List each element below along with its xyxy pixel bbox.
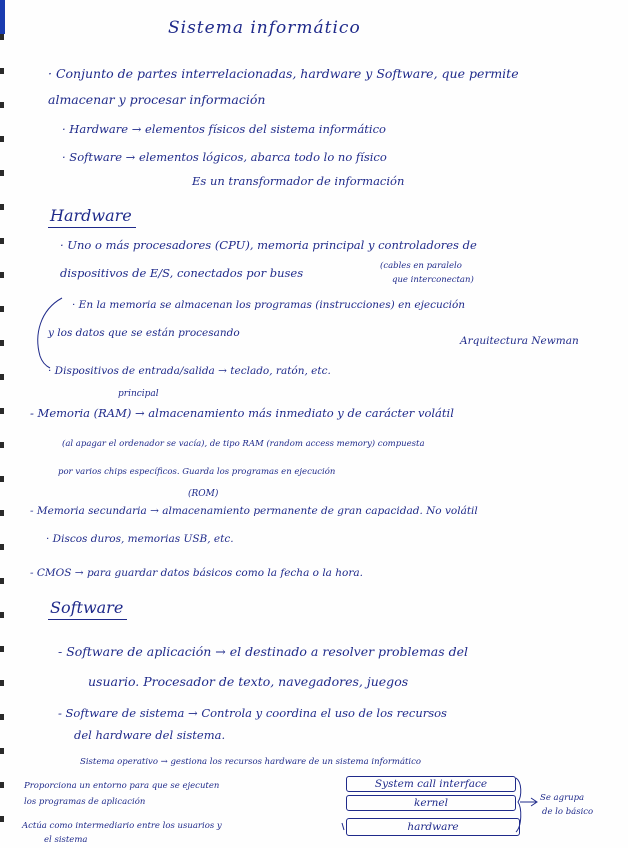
architecture-note: Arquitectura Newman <box>460 335 579 347</box>
intro-line-3: · Hardware → elementos físicos del sistema informático <box>62 122 386 136</box>
hardware-heading: Hardware <box>50 206 132 225</box>
buses-note-2: que interconectan) <box>392 275 474 285</box>
intro-line-4: · Software → elementos lógicos, abarca todo lo no físico <box>62 150 387 164</box>
software-app-line-2: usuario. Procesador de texto, navegadores, juegos <box>88 674 409 689</box>
os-left-note-1: Proporciona un entorno para que se ejecuten <box>24 781 220 791</box>
hardware-line-2: dispositivos de E/S, conectados por buses <box>60 266 304 280</box>
group-note-1: Se agrupa <box>540 793 585 803</box>
rom-sup: (ROM) <box>188 489 219 499</box>
stack-layer-syscall: System call interface <box>346 776 516 792</box>
software-heading: Software <box>50 598 124 617</box>
intro-line-1: · Conjunto de partes interrelacionadas, hardware y Software, que permite <box>48 66 519 81</box>
os-line: Sistema operativo → gestiona los recursos hardware de un sistema informático <box>80 757 422 767</box>
stack-layer-kernel: kernel <box>346 795 516 811</box>
intro-line-5: Es un transformador de información <box>192 174 405 188</box>
hardware-line-1: · Uno o más procesadores (CPU), memoria principal y controladores de <box>60 238 477 252</box>
hardware-line-4: y los datos que se están procesando <box>48 327 240 339</box>
secondary-line-1: - Memoria secundaria → almacenamiento permanente de gran capacidad. No volátil <box>30 505 478 517</box>
software-sys-line-2: del hardware del sistema. <box>74 728 226 742</box>
os-left-note-4: el sistema <box>44 835 88 845</box>
os-left-note-3: Actúa como intermediario entre los usuarios y <box>22 821 222 831</box>
hardware-line-3: · En la memoria se almacenan los programas (instrucciones) en ejecución <box>72 299 466 311</box>
software-sys-line-1: - Software de sistema → Controla y coordina el uso de los recursos <box>58 706 447 720</box>
secondary-line-2: · Discos duros, memorias USB, etc. <box>46 533 234 545</box>
stack-mark <box>342 823 344 830</box>
os-left-note-2: los programas de aplicación <box>24 797 146 807</box>
memory-line-3: por varios chips específicos. Guarda los programas en ejecución <box>58 467 336 477</box>
memory-principal-sup: principal <box>118 389 159 399</box>
hardware-line-5: · Dispositivos de entrada/salida → teclado, ratón, etc. <box>48 365 331 377</box>
group-note-2: de lo básico <box>542 807 594 817</box>
bracket-curve <box>38 298 62 368</box>
buses-note-1: (cables en paralelo <box>380 261 462 271</box>
memory-line-1: - Memoria (RAM) → almacenamiento más inmediato y de carácter volátil <box>30 406 454 420</box>
intro-line-2: almacenar y procesar información <box>48 92 266 107</box>
stack-brace <box>516 778 521 832</box>
stack-layer-hardware: hardware <box>346 818 520 836</box>
memory-line-2: (al apagar el ordenador se vacía), de tipo RAM (random access memory) compuesta <box>62 439 425 449</box>
software-app-line-1: - Software de aplicación → el destinado a resolver problemas del <box>58 644 469 659</box>
cmos-line: - CMOS → para guardar datos básicos como la fecha o la hora. <box>30 567 363 579</box>
page-title: Sistema informático <box>168 18 361 38</box>
